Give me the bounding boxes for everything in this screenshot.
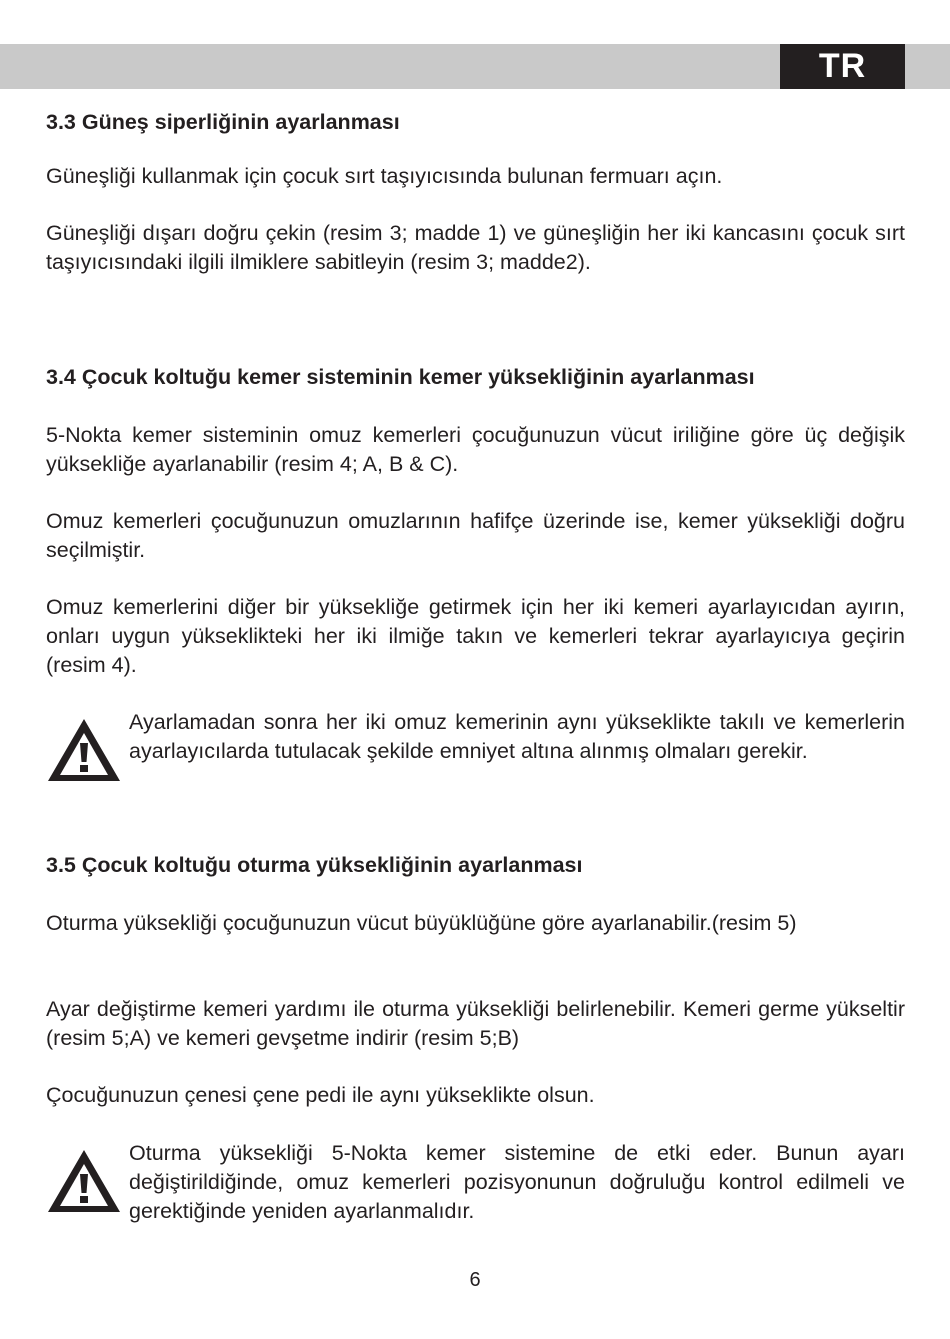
warning-text: Ayarlamadan sonra her iki omuz kemerinin aynı yükseklikte takılı ve kemerlerin ayarlayıcılarda tutulacak şekilde emniyet altına alınmış olmaları gerekir. xyxy=(129,710,905,763)
paragraph: Güneşliği dışarı doğru çekin (resim 3; madde 1) ve güneşliğin her iki kancasını çocuk sırt taşıyıcısındaki ilgili ilmiklere sabitleyin (resim 3; madde2). xyxy=(46,221,905,274)
paragraph: Omuz kemerlerini diğer bir yüksekliğe getirmek için her iki kemeri ayarlayıcıdan ayırın, onları uygun yükseklikteki her iki ilmiğe takın ve kemerleri tekrar ayarlayıcıya geçirin (resim 4). xyxy=(46,595,905,677)
paragraph: 5-Nokta kemer sisteminin omuz kemerleri çocuğunuzun vücut iriliğine göre üç değişik yüksekliğe ayarlanabilir (resim 4; A, B & C). xyxy=(46,423,905,476)
warning-triangle-icon xyxy=(46,1148,122,1214)
page-number: 6 xyxy=(469,1269,481,1291)
paragraph: Güneşliği kullanmak için çocuk sırt taşıyıcısında bulunan fermuarı açın. xyxy=(46,164,723,188)
paragraph: Oturma yüksekliği çocuğunuzun vücut büyüklüğüne göre ayarlanabilir.(resim 5) xyxy=(46,911,797,935)
paragraph: Ayar değiştirme kemeri yardımı ile oturma yüksekliği belirlenebilir. Kemeri germe yükseltir (resim 5;A) ve kemeri gevşetme indirir (resim 5;B) xyxy=(46,997,905,1050)
paragraph: Omuz kemerleri çocuğunuzun omuzlarının hafifçe üzerinde ise, kemer yüksekliği doğru seçilmiştir. xyxy=(46,509,905,562)
paragraph: Çocuğunuzun çenesi çene pedi ile aynı yükseklikte olsun. xyxy=(46,1083,595,1107)
section-heading-3-4: 3.4 Çocuk koltuğu kemer sisteminin kemer yüksekliğinin ayarlanması xyxy=(46,365,755,389)
section-heading-3-3: 3.3 Güneş siperliğinin ayarlanması xyxy=(46,110,400,134)
warning-triangle-icon xyxy=(46,717,122,783)
section-heading-3-5: 3.5 Çocuk koltuğu oturma yüksekliğinin ayarlanması xyxy=(46,853,583,877)
language-badge: TR xyxy=(780,44,905,89)
warning-text: Oturma yüksekliği 5-Nokta kemer sistemine de etki eder. Bunun ayarı değiştirildiğinde, omuz kemerleri pozisyonunun doğruluğu kontrol edilmeli ve gerektiğinde yeniden ayarlanmalıdır. xyxy=(129,1141,905,1223)
